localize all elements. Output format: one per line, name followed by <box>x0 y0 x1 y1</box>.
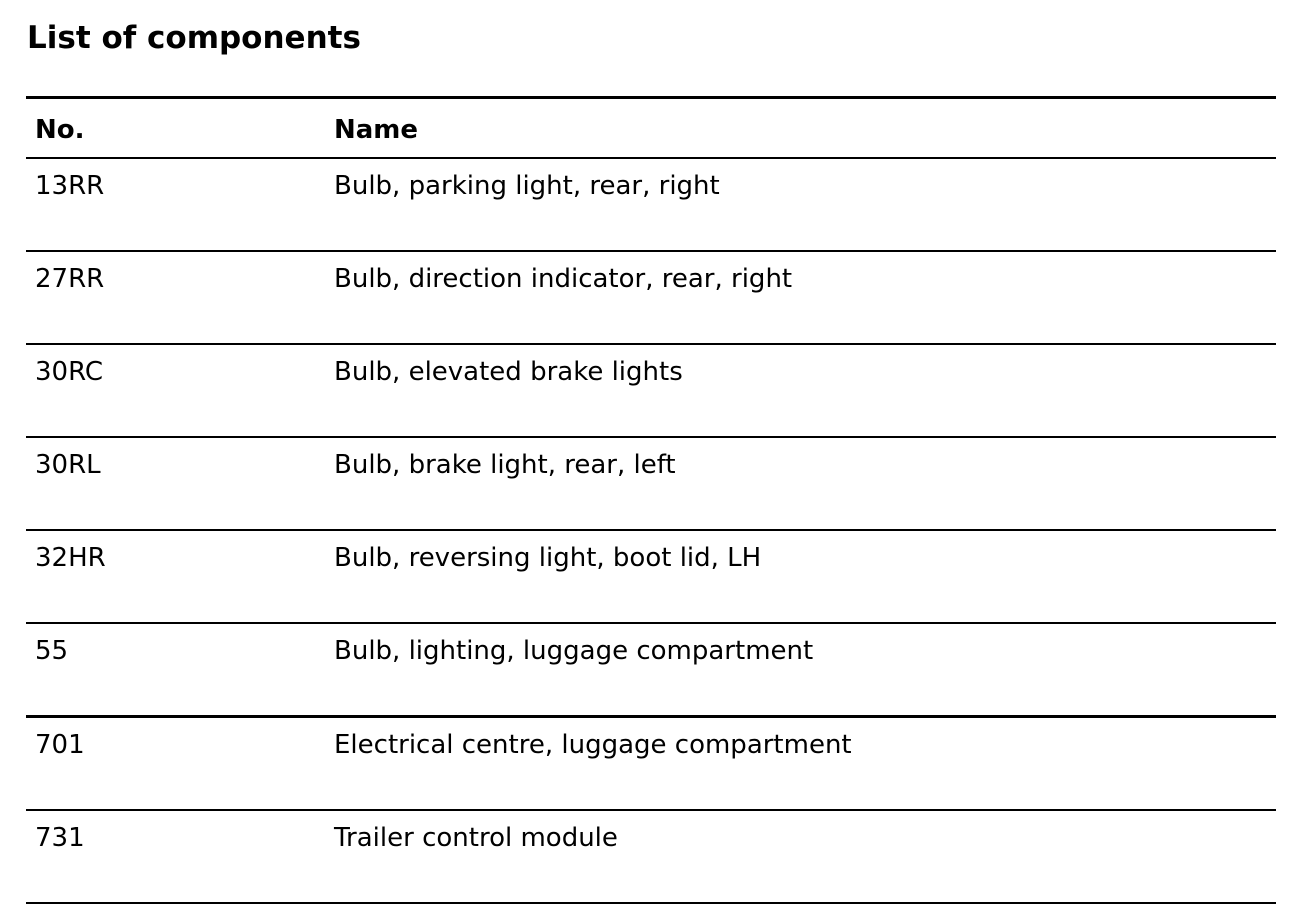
component-number: 30RC <box>35 357 104 387</box>
table-row <box>26 624 1276 718</box>
component-name: Bulb, elevated brake lights <box>334 357 683 387</box>
table-row <box>26 159 1276 252</box>
component-name: Bulb, reversing light, boot lid, LH <box>334 543 762 573</box>
component-name: Bulb, parking light, rear, right <box>334 171 720 201</box>
table-row <box>26 531 1276 624</box>
component-number: 55 <box>35 636 69 666</box>
component-number: 27RR <box>35 264 105 294</box>
components-table <box>26 96 1276 904</box>
component-number: 731 <box>35 823 85 853</box>
column-header-no: No. <box>35 115 85 145</box>
component-name: Bulb, direction indicator, rear, right <box>334 264 793 294</box>
table-row <box>26 811 1276 904</box>
table-row <box>26 438 1276 531</box>
table-row <box>26 345 1276 438</box>
component-number: 13RR <box>35 171 105 201</box>
component-number: 32HR <box>35 543 106 573</box>
component-name: Electrical centre, luggage compartment <box>334 730 852 760</box>
table-row <box>26 718 1276 811</box>
component-number: 30RL <box>35 450 101 480</box>
component-name: Trailer control module <box>334 823 618 853</box>
table-row <box>26 252 1276 345</box>
component-name: Bulb, brake light, rear, left <box>334 450 676 480</box>
column-header-name: Name <box>334 115 419 145</box>
component-number: 701 <box>35 730 85 760</box>
component-name: Bulb, lighting, luggage compartment <box>334 636 814 666</box>
table-header <box>26 99 1276 159</box>
page-title: List of components <box>27 20 361 56</box>
